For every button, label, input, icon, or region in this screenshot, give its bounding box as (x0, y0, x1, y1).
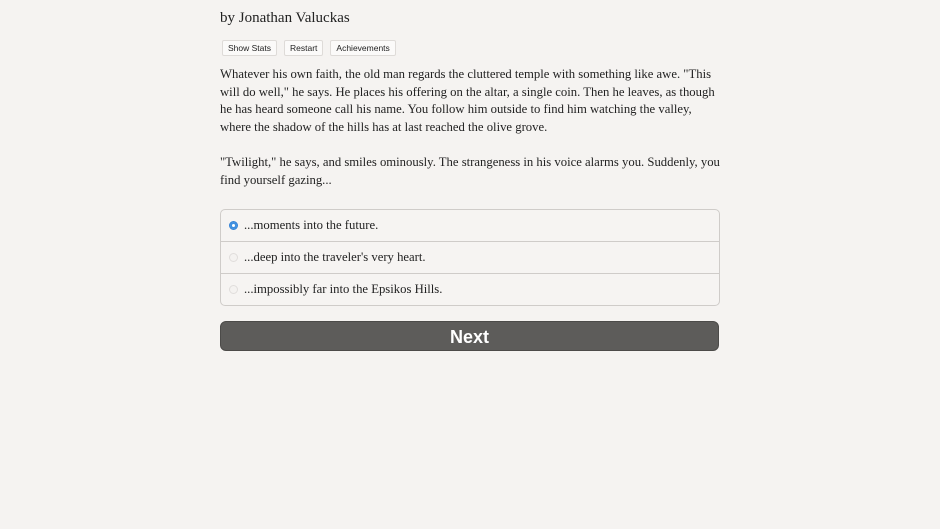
choice-list (220, 209, 720, 306)
story-text (220, 66, 720, 207)
next-button[interactable]: Next (220, 321, 719, 351)
restart-button[interactable]: Restart (284, 40, 323, 56)
author-byline: by Jonathan Valuckas (220, 10, 350, 26)
story-paragraph: Whatever his own faith, the old man regards the cluttered temple with something like awe. "This will do well," he says. He places his offering on the altar, a single coin. Then he leaves, as though he has heard someone call his name. You follow him outside to find him watching the valley, where the shadow of the hills has at last reached the olive grove. (220, 67, 715, 135)
choice-label: ...deep into the traveler's very heart. (244, 250, 426, 264)
choice-label: ...moments into the future. (244, 218, 379, 232)
choice-option-1[interactable] (221, 210, 719, 241)
choice-label: ...impossibly far into the Epsikos Hills. (244, 282, 443, 296)
choice-option-3[interactable] (221, 273, 719, 305)
toolbar (222, 40, 396, 56)
choice-option-2[interactable] (221, 241, 719, 273)
show-stats-button[interactable]: Show Stats (222, 40, 277, 56)
radio-selected-icon[interactable] (229, 221, 238, 230)
story-paragraph: "Twilight," he says, and smiles ominously. The strangeness in his voice alarms you. Suddenly, you find yourself gazing... (220, 155, 720, 188)
radio-unselected-icon[interactable] (229, 285, 238, 294)
achievements-button[interactable]: Achievements (330, 40, 395, 56)
radio-unselected-icon[interactable] (229, 253, 238, 262)
